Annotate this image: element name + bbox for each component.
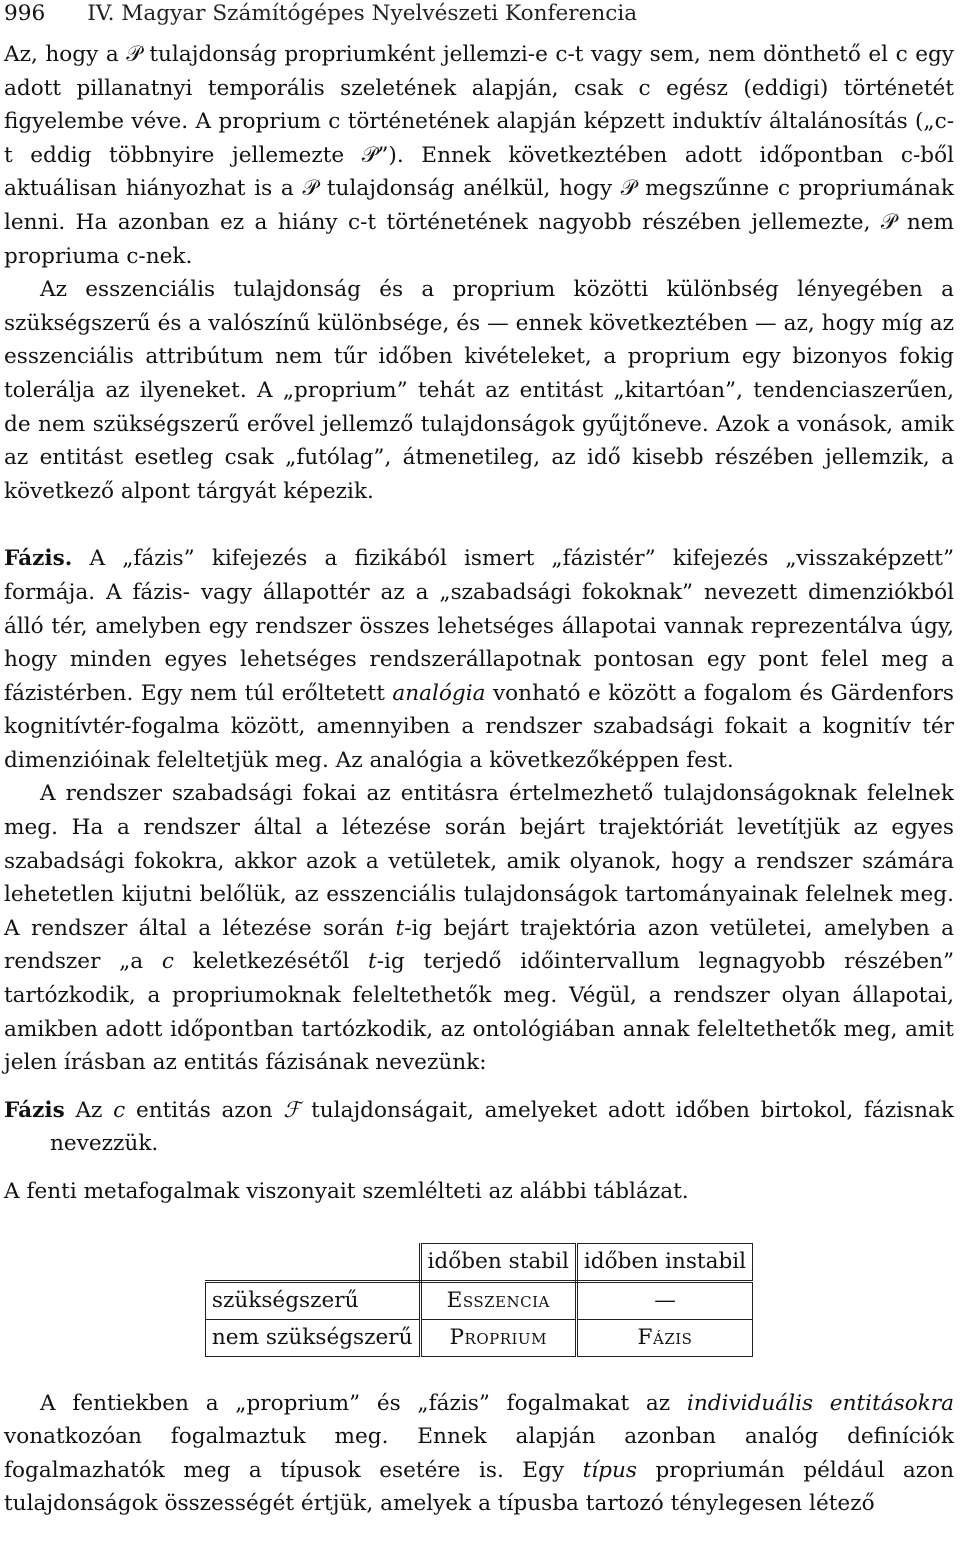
table-cell: Fázis bbox=[576, 1319, 752, 1356]
table-col-header: időben stabil bbox=[420, 1243, 576, 1281]
emphasis-individual-entities: individuális entitásokra bbox=[686, 1390, 954, 1416]
table-row bbox=[205, 1319, 752, 1356]
paragraph-proprium-history: Az, hogy a 𝒫 tulajdonság propriumként jellemzi-e c-t vagy sem, nem dönthető el c egy adott pillanatnyi temporális szeletének alapján, csak c egész (eddigi) történetét figyelembe véve. A proprium c történetének alapján képzett induktív általánosítás („c-t eddig többnyire jellemezte 𝒫”). Ennek következtében adott időpontban c-ből aktuálisan hiányozhat is a 𝒫 tulajdonság anélkül, hogy 𝒫 megszűnne c propriumának lenni. Ha azonban ez a hiány c-t történetének nagyobb részében jellemezte, 𝒫 nem propriuma c-nek. bbox=[4, 42, 954, 269]
definition-term: Fázis bbox=[4, 1097, 65, 1123]
table-corner-cell bbox=[205, 1243, 420, 1281]
running-head bbox=[4, 0, 954, 28]
emphasis-type: típus bbox=[582, 1457, 637, 1483]
paragraph-individual-entities: A fentiekben a „proprium” és „fázis” fogalmakat az individuális entitásokra vonatkozóan fogalmaztuk meg. Ennek alapján azonban analóg definíciók fogalmazhatók meg a típusok esetére is. Egy típus propriumán például azon tulajdonságok összességét értjük, amelyek a típusba tartozó ténylegesen létező bbox=[4, 1390, 954, 1517]
section-gap bbox=[4, 508, 954, 542]
emphasis-analogy: analógia bbox=[392, 680, 486, 706]
table-cell: Esszencia bbox=[420, 1281, 576, 1319]
paragraph-essence-vs-proprium: Az esszenciális tulajdonság és a proprium közötti különbség lényegében a szükségszerű és a valószínű különbsége, és — ennek következtében — az, hogy míg az esszenciális attribútum nem tűr időben kivételeket, a proprium egy bizonyos fokig tolerálja az ilyeneket. A „proprium” tehát az entitást „kitartóan”, tendenciaszerűen, de nem szükségszerű erővel jellemző tulajdonságok gyűjtőneve. Azok a vonások, amik az entitást esetleg csak „futólag”, átmenetileg, az idő kisebb részében jellemzik, a következő alpont tárgyát képezik. bbox=[4, 277, 954, 504]
paragraph-degrees-of-freedom: A rendszer szabadsági fokai az entitásra értelmezhető tulajdonságoknak felelnek meg. Ha a rendszer által a létezése során bejárt trajektóriát levetítjük az egyes szabadsági fokokra, akkor azok a vetületek, amik olyanok, hogy a rendszer számára lehetetlen kijutni belőlük, az esszenciális tulajdonságok tartományainak felelnek meg. A rendszer által a létezése során t-ig bejárt trajektória azon vetületei, amelyben a rendszer „a c keletkezésétől t-ig terjedő időintervallum legnagyobb részében” tartózkodik, a propriumoknak feleltethetők meg. Végül, a rendszer olyan állapotai, amikben adott időpontban tartózkodik, az ontológiában annak feleltethetők meg, amit jelen írásban az entitás fázisának nevezünk: bbox=[4, 781, 955, 1076]
table-wrapper bbox=[4, 1243, 954, 1357]
conference-title: IV. Magyar Számítógépes Nyelvészeti Konferencia bbox=[87, 1, 638, 26]
page-number: 996 bbox=[4, 1, 46, 26]
table-row-header: szükségszerű bbox=[205, 1281, 420, 1319]
table-cell: — bbox=[576, 1281, 752, 1319]
paragraph-phase-intro: Fázis. A „fázis” kifejezés a fizikából ismert „fázistér” kifejezés „visszaképzett” formája. A fázis- vagy állapottér az a „szabadsági fokoknak” nevezett dimenziókból álló tér, amelyben egy rendszer összes lehetséges állapotai vannak reprezentálva úgy, hogy minden egyes lehetséges rendszerállapotnak pontosan egy pont felel meg a fázistérben. Egy nem túl erőltetett analógia vonható e között a fogalom és Gärdenfors kognitívtér-fogalma között, amennyiben a rendszer szabadsági fokait a kognitív tér dimenzióinak feleltetjük meg. Az analógia a következőképpen fest. bbox=[4, 546, 955, 773]
definition-phase: Fázis Az c entitás azon ℱ tulajdonságait, amelyeket adott időben birtokol, fázisnak nevezzük. bbox=[4, 1097, 954, 1157]
table-cell: Proprium bbox=[420, 1319, 576, 1356]
section-heading-phase: Fázis. bbox=[4, 546, 73, 572]
paragraph-table-intro: A fenti metafogalmak viszonyait szemlélteti az alábbi táblázat. bbox=[4, 1179, 689, 1204]
table-row-header: nem szükségszerű bbox=[205, 1319, 420, 1356]
table-header-row bbox=[205, 1243, 752, 1281]
metaconcept-table bbox=[205, 1243, 753, 1357]
table-row bbox=[205, 1281, 752, 1319]
table-col-header: időben instabil bbox=[576, 1243, 752, 1281]
